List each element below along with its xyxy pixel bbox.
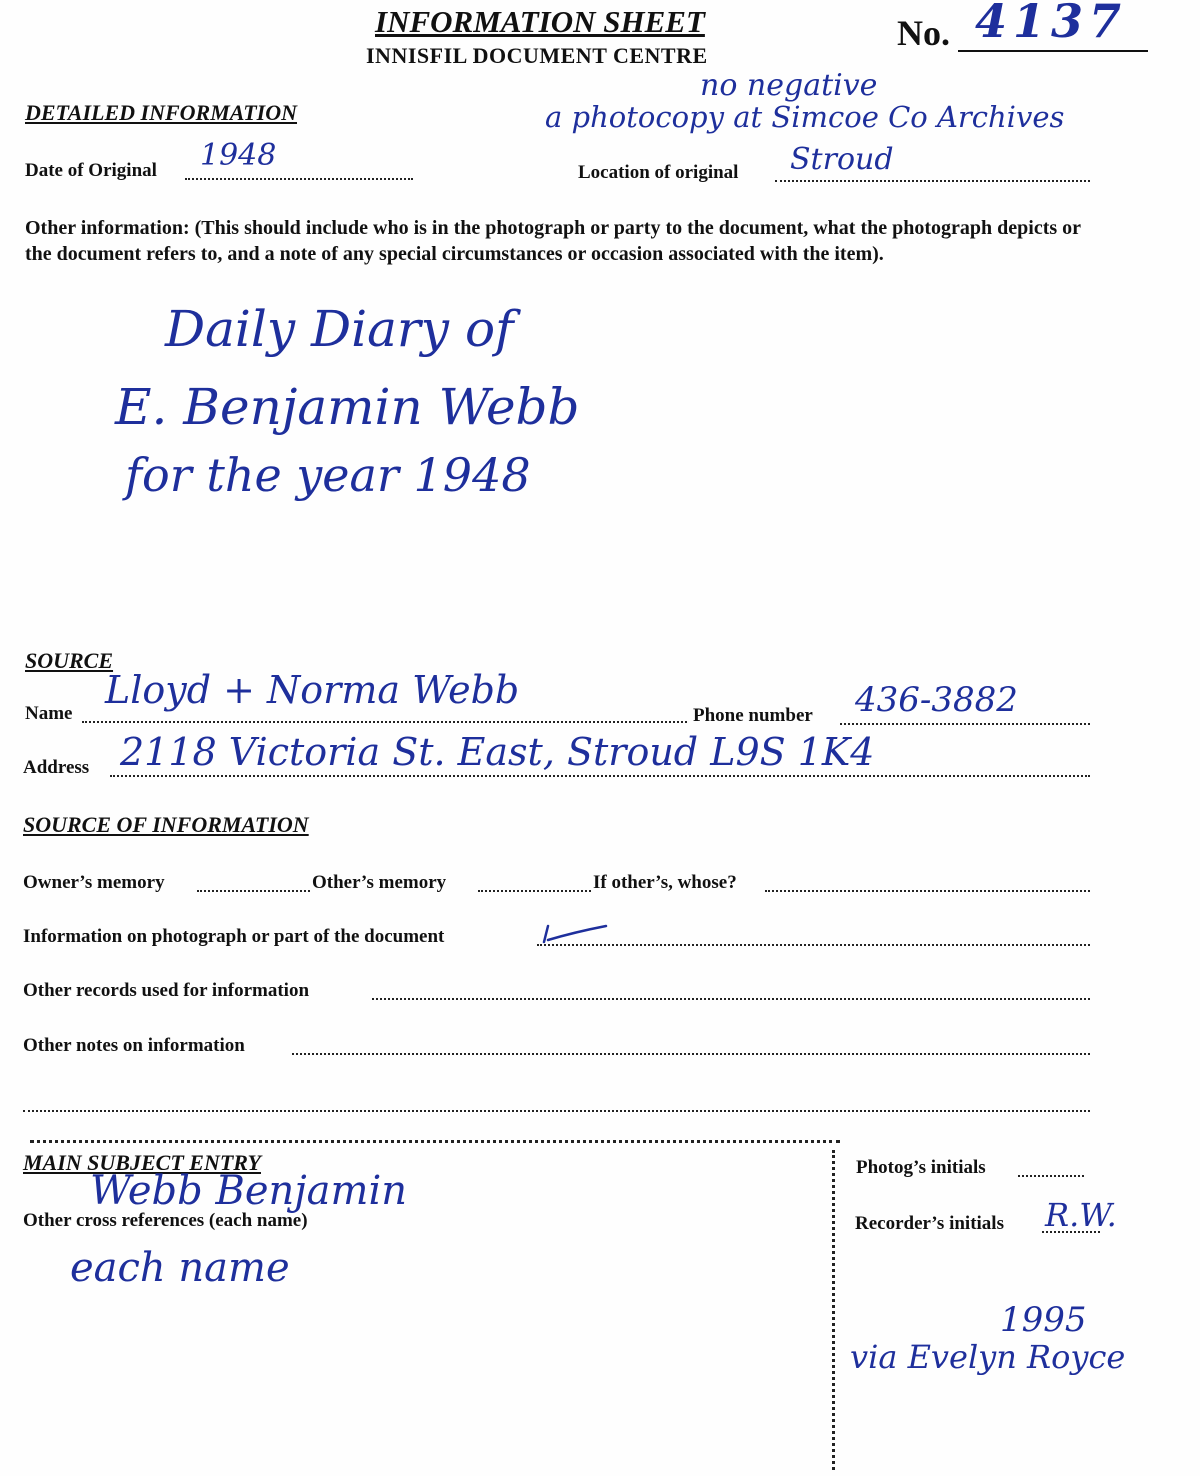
via-note: via Evelyn Royce <box>850 1338 1126 1376</box>
other-notes-line <box>292 1053 1090 1055</box>
main-subject-heading: MAIN SUBJECT ENTRY <box>23 1150 261 1175</box>
other-information-text: Other information: (This should include who is in the photograph or party to the document, what the photograph depicts or the document refers to, and a note of any special circumstances or occasion associated with the item). <box>25 217 1081 265</box>
phone-label: Phone number <box>693 705 813 726</box>
name-label: Name <box>25 703 73 724</box>
sheet-title: INFORMATION SHEET <box>375 4 705 39</box>
others-memory-label: Other’s memory <box>312 872 447 893</box>
description-line-1: Daily Diary of <box>165 300 514 358</box>
year-note: 1995 <box>1000 1300 1087 1340</box>
extra-notes-line <box>23 1110 1090 1112</box>
date-value: 1948 <box>200 138 277 173</box>
location-value: Stroud <box>790 142 894 177</box>
other-records-line <box>372 998 1090 1000</box>
location-label: Location of original <box>578 162 739 183</box>
owners-memory-line <box>197 890 310 892</box>
location-line <box>775 180 1090 182</box>
detailed-heading: DETAILED INFORMATION <box>25 100 298 125</box>
note-no-negative: no negative <box>700 68 878 103</box>
cross-references-label: Other cross references (each name) <box>23 1210 308 1231</box>
sheet-subtitle: INNISFIL DOCUMENT CENTRE <box>366 43 708 68</box>
source-of-information-heading: SOURCE OF INFORMATION <box>23 812 309 837</box>
info-on-document-line <box>537 944 1090 946</box>
photog-initials-label: Photog’s initials <box>856 1157 986 1178</box>
phone-line <box>840 723 1090 725</box>
address-label: Address <box>23 757 90 778</box>
checkmark-icon <box>540 922 610 944</box>
phone-value: 436-3882 <box>855 680 1018 720</box>
other-notes-label: Other notes on information <box>23 1035 245 1056</box>
description-line-2: E. Benjamin Webb <box>115 378 580 436</box>
description-line-3: for the year 1948 <box>125 448 531 502</box>
main-subject-value: Webb Benjamin <box>90 1168 408 1214</box>
number-label: No. <box>897 13 950 53</box>
if-others-line <box>765 890 1090 892</box>
other-records-label: Other records used for information <box>23 980 310 1001</box>
cross-references-value: each name <box>70 1245 290 1291</box>
date-line <box>185 178 413 180</box>
if-others-label: If other’s, whose? <box>593 872 737 893</box>
address-value: 2118 Victoria St. East, Stroud L9S 1K4 <box>120 730 875 774</box>
address-line <box>110 775 1090 777</box>
section-separator-vertical <box>832 1150 835 1470</box>
name-value: Lloyd + Norma Webb <box>105 668 520 712</box>
others-memory-line <box>478 890 591 892</box>
recorder-initials-label: Recorder’s initials <box>855 1213 1004 1234</box>
note-photocopy: a photocopy at Simcoe Co Archives <box>545 100 1065 134</box>
owners-memory-label: Owner’s memory <box>23 872 165 893</box>
name-line <box>82 721 687 723</box>
section-separator-horizontal <box>30 1140 840 1143</box>
date-label: Date of Original <box>25 160 157 181</box>
source-heading: SOURCE <box>25 648 114 673</box>
sheet-number: 4137 <box>975 0 1128 48</box>
recorder-initials-value: R.W. <box>1045 1196 1117 1234</box>
number-line <box>958 50 1148 52</box>
photog-initials-line <box>1018 1175 1084 1177</box>
info-on-document-label: Information on photograph or part of the document <box>23 926 445 947</box>
